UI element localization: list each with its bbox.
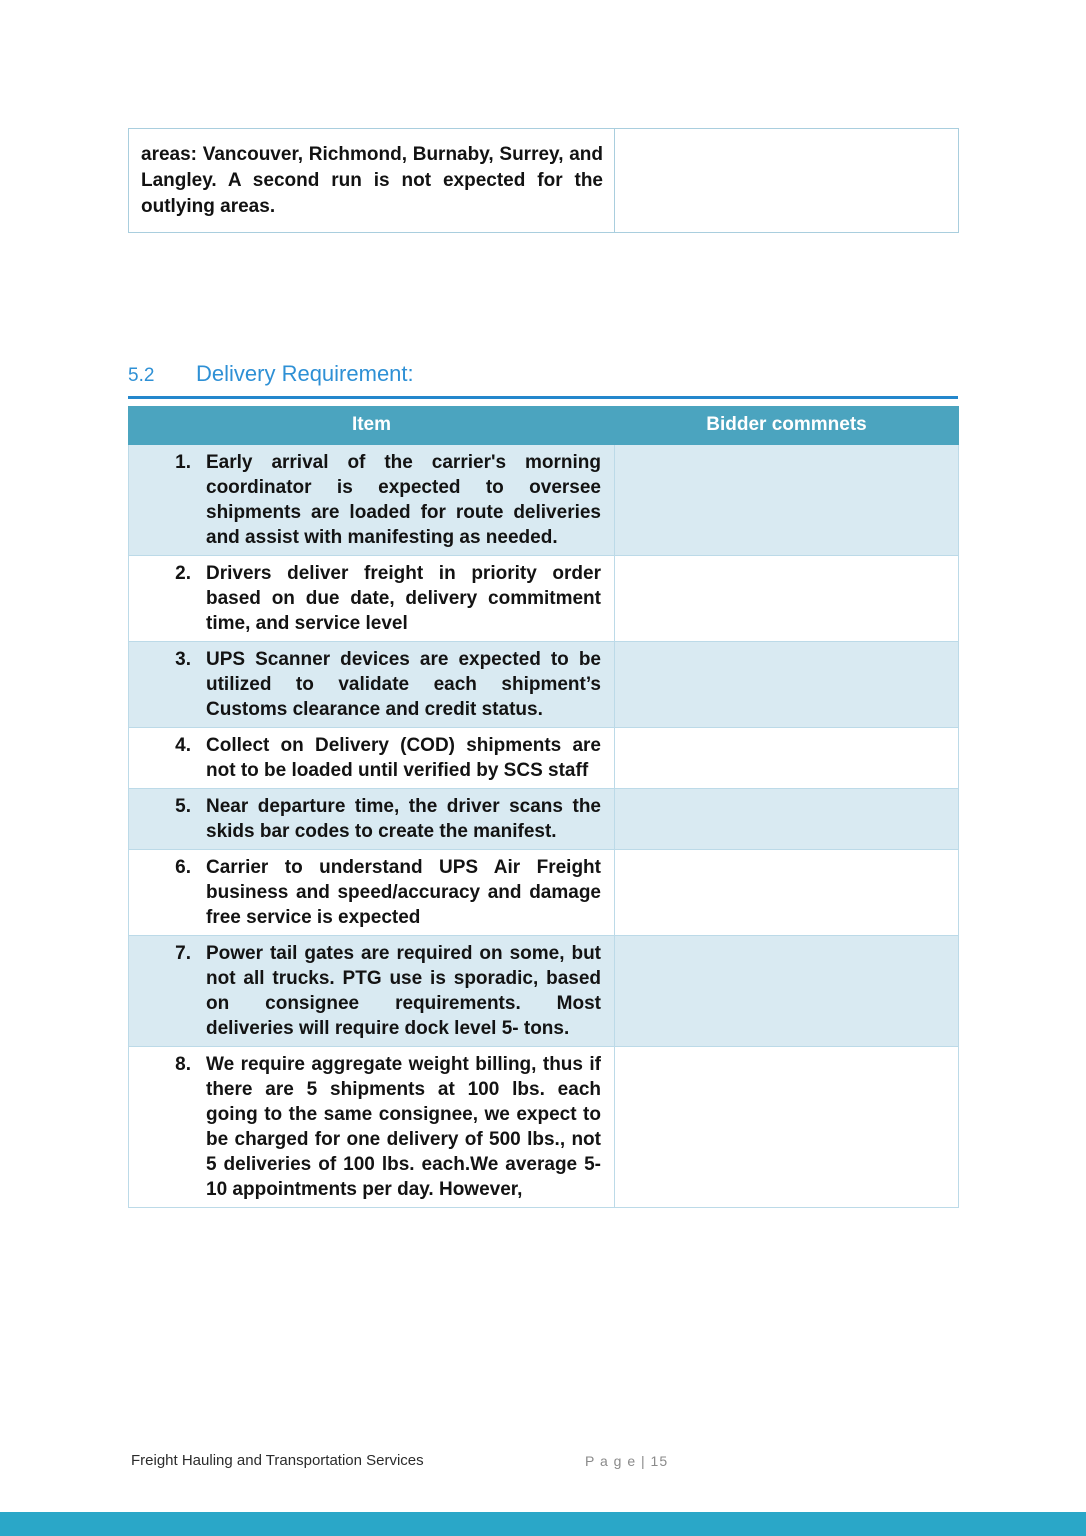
item-text: UPS Scanner devices are expected to be utilized to validate each shipment’s Customs clearance and credit status. xyxy=(206,649,601,720)
table-row xyxy=(129,642,959,728)
table-row xyxy=(129,850,959,936)
item-number: 8. xyxy=(175,1054,191,1075)
bidder-comment-cell xyxy=(615,445,959,556)
bidder-comment-cell xyxy=(615,728,959,789)
item-number: 5. xyxy=(175,796,191,817)
bidder-comment-cell xyxy=(615,1047,959,1208)
item-text: Collect on Delivery (COD) shipments are not to be loaded until verified by SCS staff xyxy=(206,735,601,781)
item-cell xyxy=(129,936,615,1047)
section-number: 5.2 xyxy=(128,365,155,386)
table-header-row xyxy=(129,407,959,445)
item-cell xyxy=(129,1047,615,1208)
item-cell xyxy=(129,642,615,728)
column-header-bidder-comments: Bidder commnets xyxy=(615,407,959,445)
bidder-comment-cell xyxy=(615,789,959,850)
continued-table-fragment xyxy=(128,128,959,233)
item-cell xyxy=(129,556,615,642)
column-header-item: Item xyxy=(129,407,615,445)
section-title: Delivery Requirement: xyxy=(196,361,414,386)
item-text: Drivers deliver freight in priority order based on due date, delivery commitment time, and service level xyxy=(206,563,601,634)
item-number: 7. xyxy=(175,943,191,964)
item-number: 1. xyxy=(175,452,191,473)
item-number: 2. xyxy=(175,563,191,584)
table-row xyxy=(129,445,959,556)
bidder-comment-cell xyxy=(615,556,959,642)
bidder-comment-cell xyxy=(615,850,959,936)
item-number: 4. xyxy=(175,735,191,756)
item-cell xyxy=(129,850,615,936)
item-text: We require aggregate weight billing, thus if there are 5 shipments at 100 lbs. each going to the same consignee, we expect to be charged for one delivery of 500 lbs., not 5 deliveries of 100 lbs. each.We average 5-10 appointments per day. However, xyxy=(206,1054,601,1200)
item-cell xyxy=(129,789,615,850)
table-row xyxy=(129,129,959,233)
page-footer xyxy=(131,1452,961,1476)
item-text: Near departure time, the driver scans the skids bar codes to create the manifest. xyxy=(206,796,601,842)
table-row xyxy=(129,556,959,642)
footer-page-number: P a g e | 15 xyxy=(585,1453,669,1469)
table-row xyxy=(129,936,959,1047)
bidder-comment-cell xyxy=(615,129,959,233)
bottom-accent-bar xyxy=(0,1512,1086,1536)
table-row xyxy=(129,728,959,789)
item-cell xyxy=(129,445,615,556)
bidder-comment-cell xyxy=(615,642,959,728)
item-cell xyxy=(129,728,615,789)
item-text: Power tail gates are required on some, but not all trucks. PTG use is sporadic, based on consignee requirements. Most deliveries will require dock level 5- tons. xyxy=(206,943,601,1039)
table-row xyxy=(129,789,959,850)
item-number: 3. xyxy=(175,649,191,670)
delivery-requirements-table xyxy=(128,406,959,1208)
item-text: Carrier to understand UPS Air Freight business and speed/accuracy and damage free service is expected xyxy=(206,857,601,928)
item-number: 6. xyxy=(175,857,191,878)
item-text: Early arrival of the carrier's morning coordinator is expected to oversee shipments are loaded for route deliveries and assist with manifesting as needed. xyxy=(206,452,601,548)
continued-item-text: areas: Vancouver, Richmond, Burnaby, Surrey, and Langley. A second run is not expected for the outlying areas. xyxy=(141,144,603,217)
continued-item-cell xyxy=(129,129,615,233)
bidder-comment-cell xyxy=(615,936,959,1047)
footer-document-title: Freight Hauling and Transportation Services xyxy=(131,1452,424,1469)
section-heading xyxy=(128,361,958,399)
table-row xyxy=(129,1047,959,1208)
